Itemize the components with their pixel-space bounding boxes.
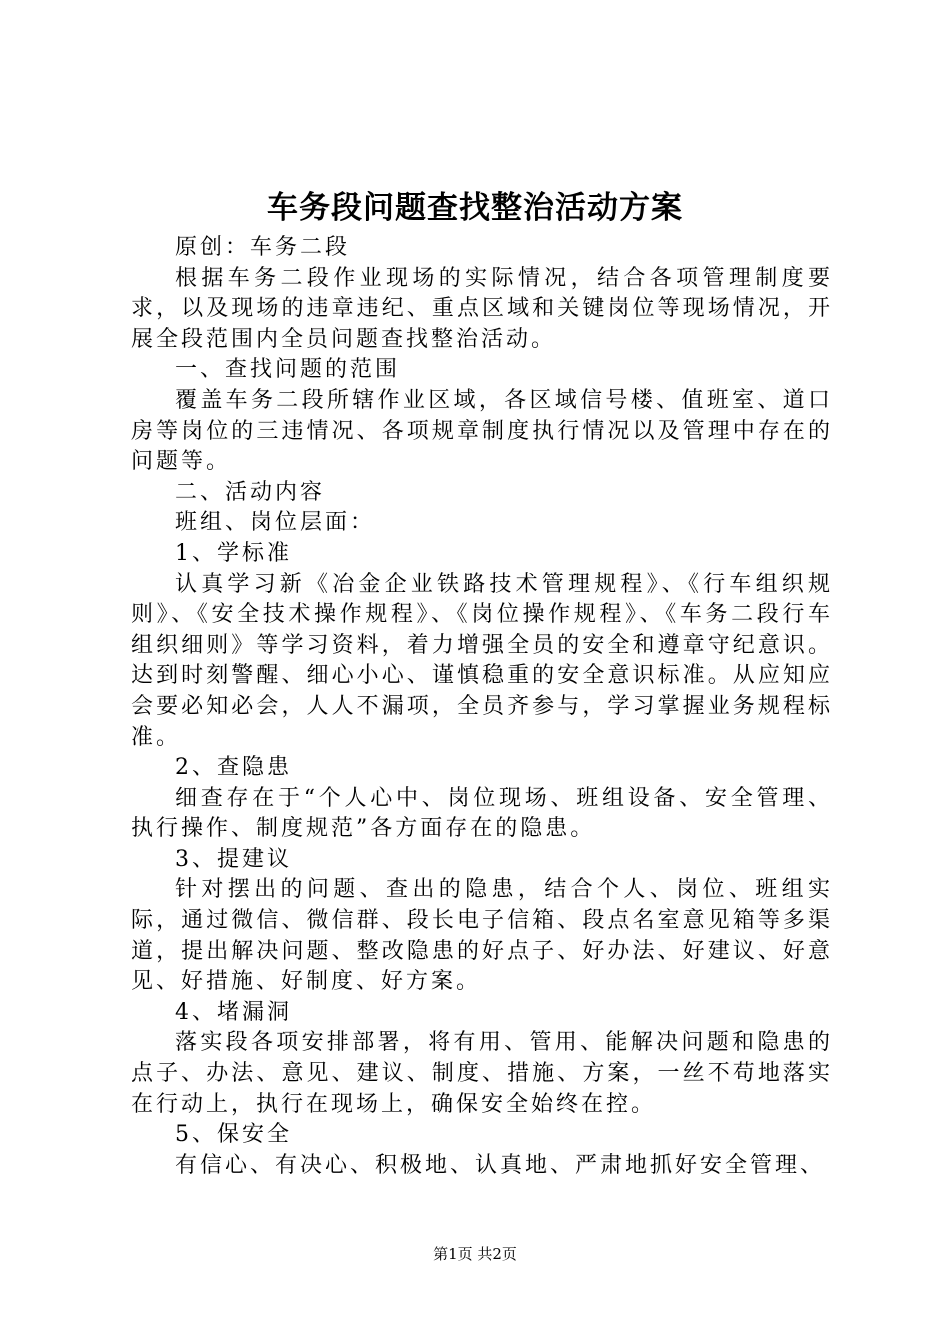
section-heading-scope: 一、查找问题的范围 (175, 357, 401, 383)
item-heading-1: 1、学标准 (175, 540, 292, 566)
document-body (131, 233, 833, 1181)
subheading-team-level: 班组、岗位层面： (175, 510, 376, 536)
scope-paragraph: 覆盖车务二段所辖作业区域，各区域信号楼、值班室、道口房等岗位的三违情况、各项规章制度执行情况以及管理中存在的问题等。 (131, 387, 833, 475)
document-title: 车务段问题查找整治活动方案 (267, 190, 683, 226)
section-heading-content: 二、活动内容 (175, 479, 326, 505)
item-heading-3: 3、提建议 (175, 846, 292, 872)
item-paragraph-2: 细查存在于“个人心中、岗位现场、班组设备、安全管理、执行操作、制度规范”各方面存在的隐患。 (131, 785, 833, 842)
item-paragraph-4: 落实段各项安排部署，将有用、管用、能解决问题和隐患的点子、办法、意见、建议、制度、措施、方案，一丝不苟地落实在行动上，执行在现场上，确保安全始终在控。 (131, 1030, 833, 1117)
item-heading-2: 2、查隐患 (175, 755, 292, 781)
item-heading-4: 4、堵漏洞 (175, 999, 292, 1025)
item-paragraph-3: 针对摆出的问题、查出的隐患，结合个人、岗位、班组实际，通过微信、微信群、段长电子信箱、段点名室意见箱等多渠道，提出解决问题、整改隐患的好点子、好办法、好建议、好意见、好措施、好制度、好方案。 (131, 877, 833, 995)
intro-paragraph: 根据车务二段作业现场的实际情况，结合各项管理制度要求，以及现场的违章违纪、重点区域和关键岗位等现场情况，开展全段范围内全员问题查找整治活动。 (131, 265, 833, 352)
item-paragraph-1: 认真学习新《冶金企业铁路技术管理规程》、《行车组织规则》、《安全技术操作规程》、《岗位操作规程》、《车务二段行车组织细则》等学习资料，着力增强全员的安全和遵章守纪意识。达到时刻警醒、细心小心、谨慎稳重的安全意识标准。从应知应会要必知必会，人人不漏项，全员齐参与，学习掌握业务规程标准。 (131, 571, 833, 750)
author-line: 原创：车务二段 (175, 235, 351, 260)
item-paragraph-5: 有信心、有决心、积极地、认真地、严肃地抓好安全管理、 (175, 1152, 826, 1178)
item-heading-5: 5、保安全 (175, 1122, 292, 1148)
page-footer: 第1页 共2页 (433, 1245, 517, 1263)
